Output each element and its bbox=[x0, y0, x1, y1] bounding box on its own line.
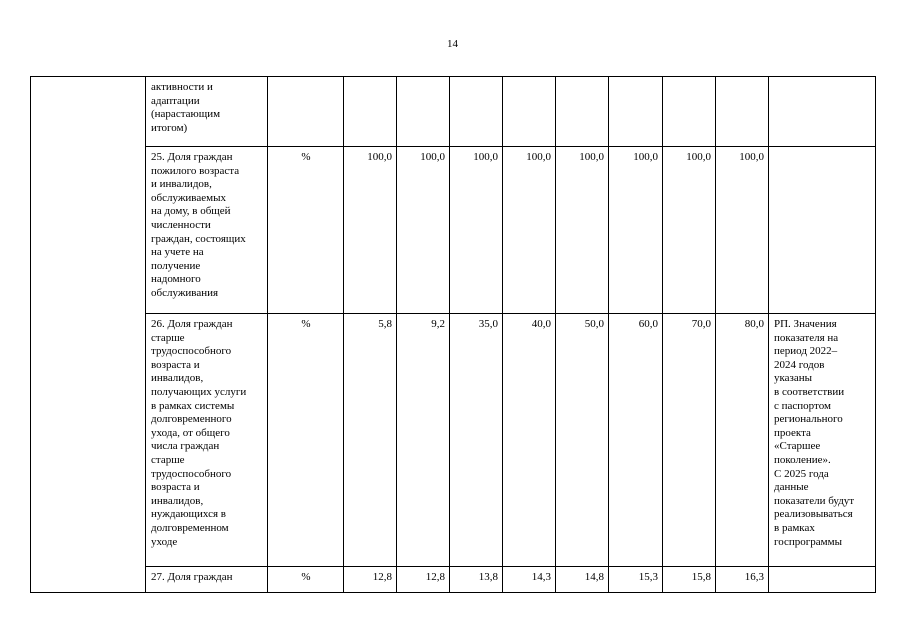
note-cell: РП. Значения показателя на период 2022– 2024 годов указаны в соответствии с паспортом регионального проекта «Старшее поколение». С 2025 года данные показатели будут реализовываться в рамках госпрограммы bbox=[769, 314, 876, 567]
value-cell: 100,0 bbox=[716, 147, 769, 314]
value-cell: 13,8 bbox=[450, 567, 503, 593]
value-cell: 80,0 bbox=[716, 314, 769, 567]
value-cell: 14,3 bbox=[503, 567, 556, 593]
indicators-table bbox=[30, 76, 876, 593]
unit-cell bbox=[268, 77, 344, 147]
value-cell: 35,0 bbox=[450, 314, 503, 567]
value-cell bbox=[503, 77, 556, 147]
value-cell: 16,3 bbox=[716, 567, 769, 593]
table-row bbox=[31, 77, 876, 147]
unit-cell: % bbox=[268, 314, 344, 567]
indicator-name: 25. Доля граждан пожилого возраста и инвалидов, обслуживаемых на дому, в общей численности граждан, состоящих на учете на получение надомного обслуживания bbox=[146, 147, 268, 314]
value-cell: 14,8 bbox=[556, 567, 609, 593]
value-cell: 100,0 bbox=[344, 147, 397, 314]
value-cell bbox=[450, 77, 503, 147]
value-cell: 100,0 bbox=[609, 147, 663, 314]
value-cell: 100,0 bbox=[663, 147, 716, 314]
value-cell: 100,0 bbox=[556, 147, 609, 314]
note-cell bbox=[769, 77, 876, 147]
value-cell: 50,0 bbox=[556, 314, 609, 567]
indicator-name: 27. Доля граждан bbox=[146, 567, 268, 593]
value-cell bbox=[716, 77, 769, 147]
value-cell: 15,3 bbox=[609, 567, 663, 593]
value-cell: 100,0 bbox=[503, 147, 556, 314]
value-cell: 9,2 bbox=[397, 314, 450, 567]
page-number: 14 bbox=[447, 38, 458, 50]
table-row bbox=[31, 147, 876, 314]
value-cell bbox=[344, 77, 397, 147]
unit-cell: % bbox=[268, 567, 344, 593]
note-cell bbox=[769, 567, 876, 593]
value-cell bbox=[609, 77, 663, 147]
unit-cell: % bbox=[268, 147, 344, 314]
value-cell: 60,0 bbox=[609, 314, 663, 567]
value-cell bbox=[556, 77, 609, 147]
value-cell: 70,0 bbox=[663, 314, 716, 567]
value-cell: 5,8 bbox=[344, 314, 397, 567]
indicator-name: 26. Доля граждан старше трудоспособного возраста и инвалидов, получающих услуги в рамках системы долговременного ухода, от общего числа граждан старше трудоспособного возраста и инвалидов, нуждающихся в долговременном уходе bbox=[146, 314, 268, 567]
table-row bbox=[31, 567, 876, 593]
value-cell bbox=[663, 77, 716, 147]
value-cell: 40,0 bbox=[503, 314, 556, 567]
value-cell: 12,8 bbox=[344, 567, 397, 593]
value-cell: 100,0 bbox=[397, 147, 450, 314]
value-cell bbox=[397, 77, 450, 147]
value-cell: 15,8 bbox=[663, 567, 716, 593]
indicator-name: активности и адаптации (нарастающим итогом) bbox=[146, 77, 268, 147]
merged-left-cell bbox=[31, 77, 146, 593]
table-row bbox=[31, 314, 876, 567]
value-cell: 12,8 bbox=[397, 567, 450, 593]
value-cell: 100,0 bbox=[450, 147, 503, 314]
note-cell bbox=[769, 147, 876, 314]
